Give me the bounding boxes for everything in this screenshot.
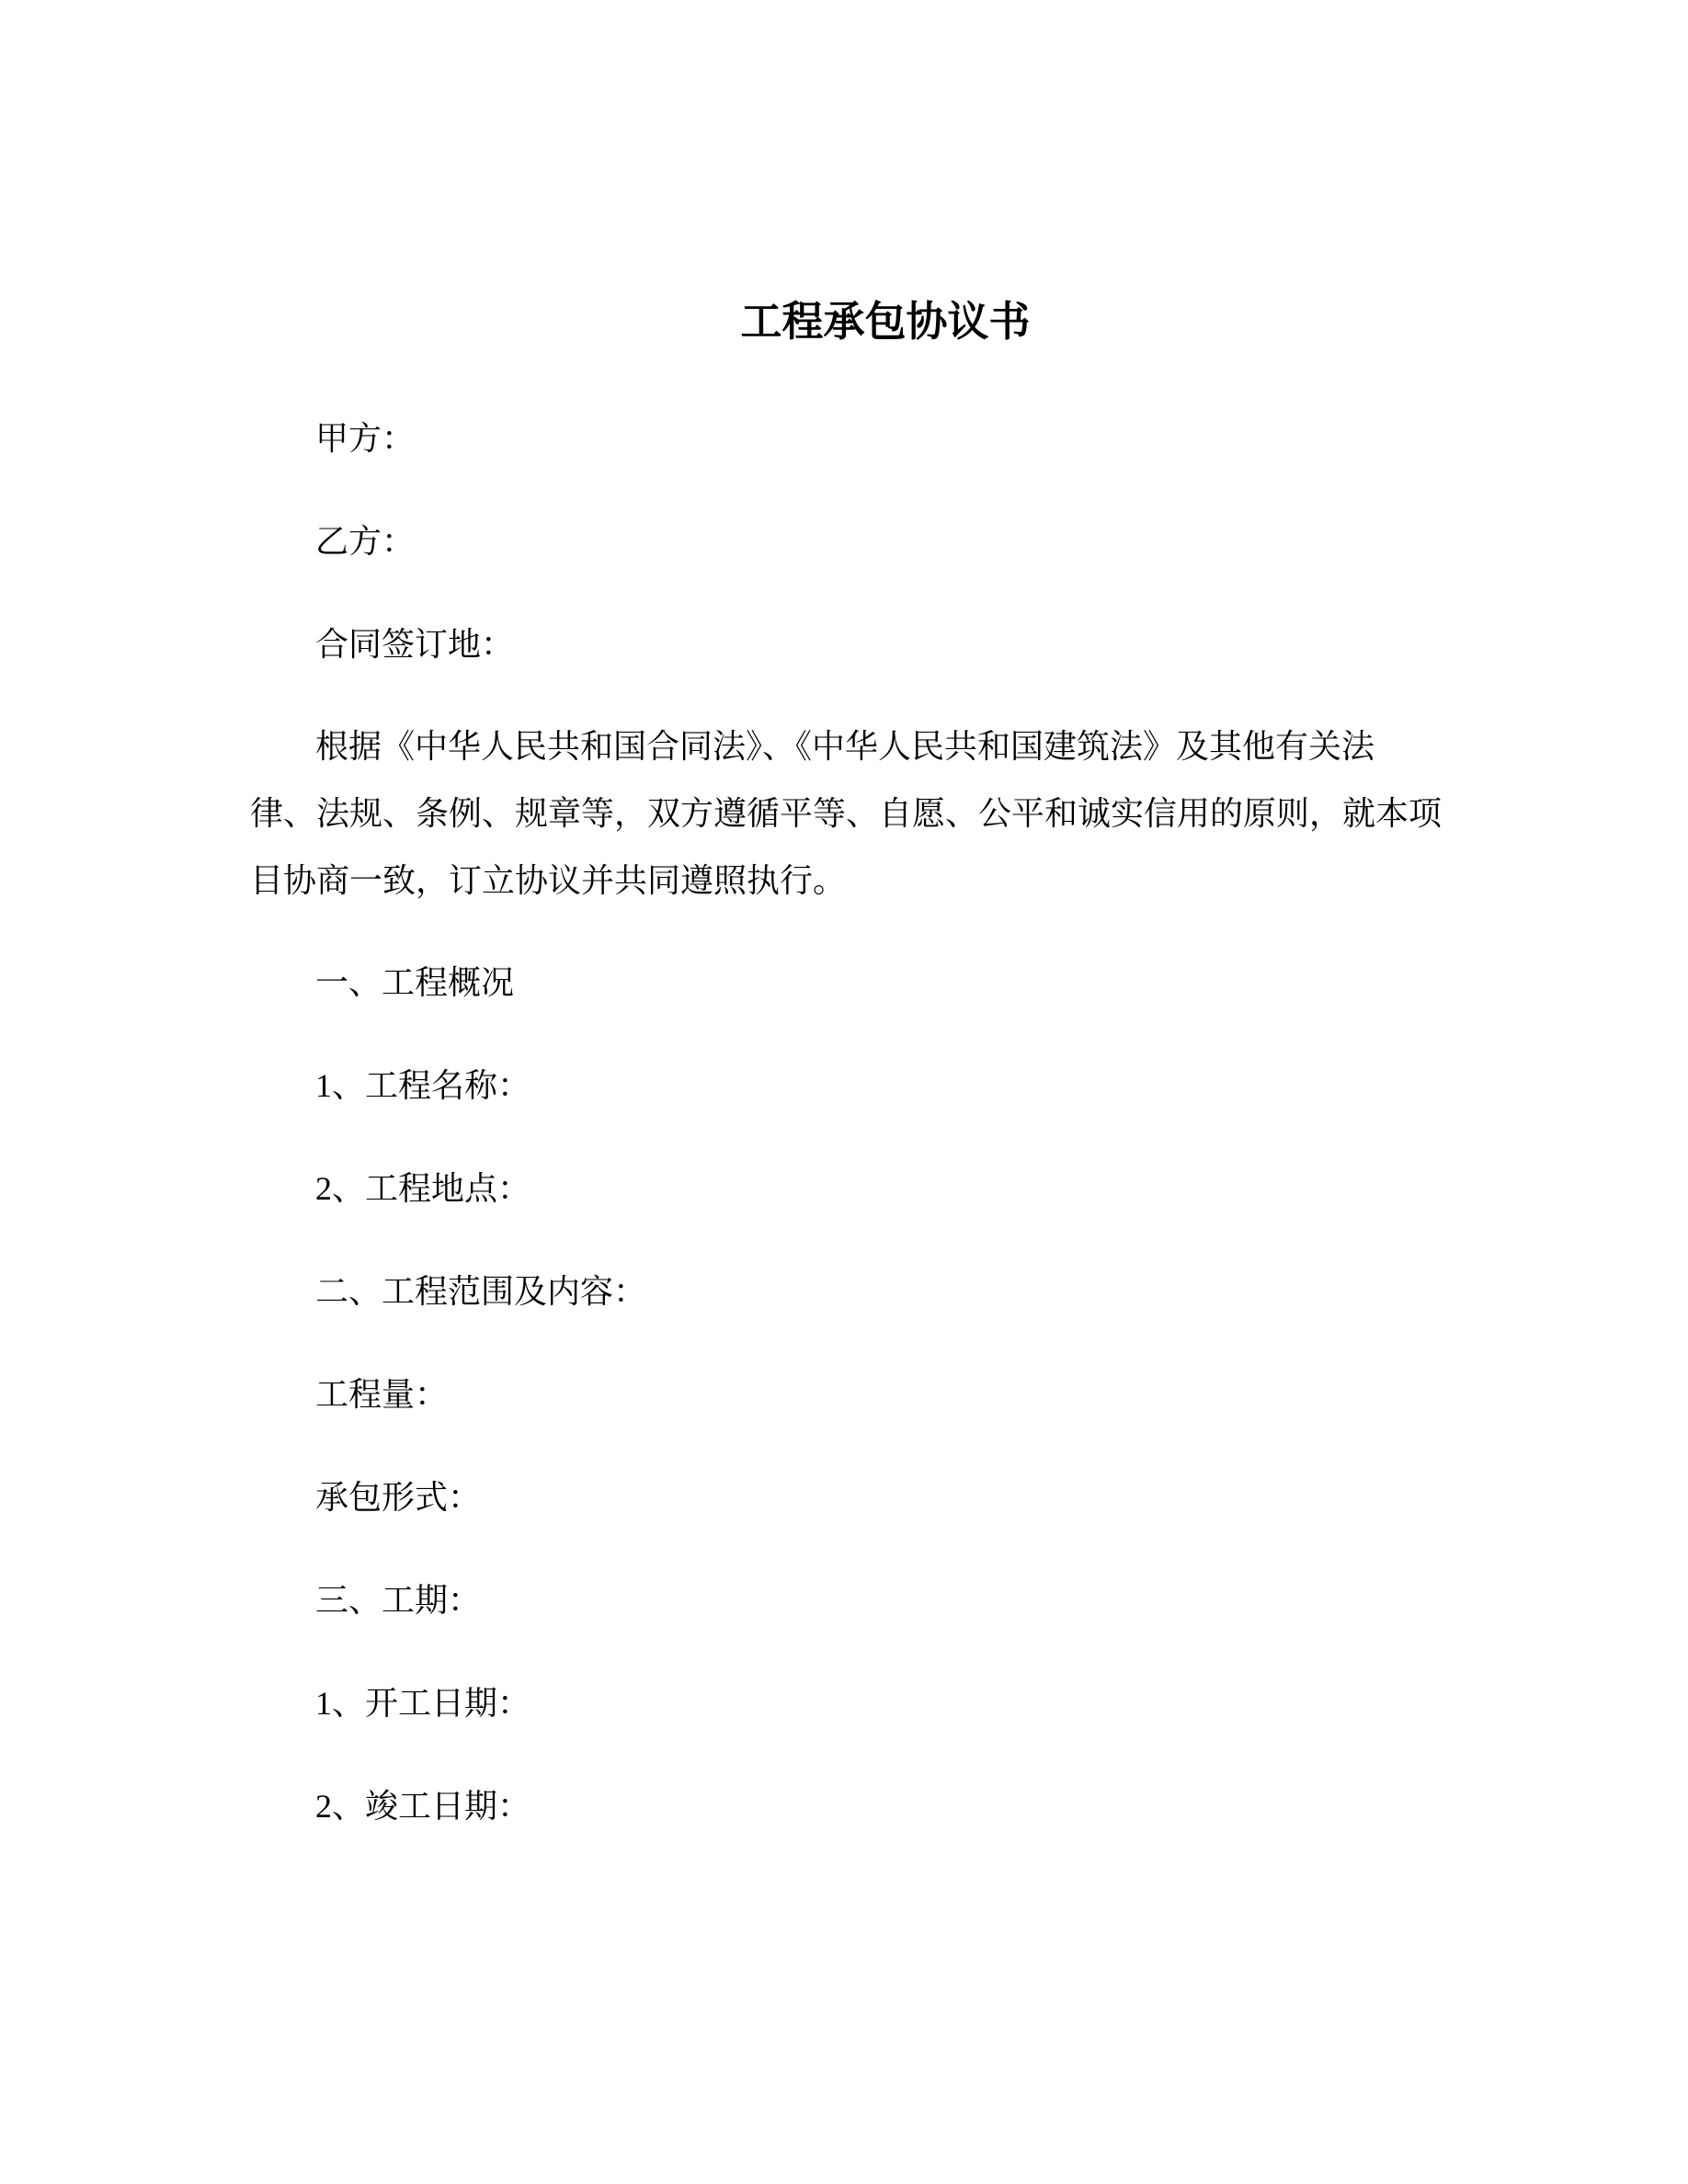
document-line: 工程量： xyxy=(315,1376,449,1413)
document-line: 乙方： xyxy=(315,523,416,560)
document-line: 目协商一致，订立协议并共同遵照执行。 xyxy=(250,862,847,899)
document-line: 2、工程地点： xyxy=(315,1170,531,1207)
document-line: 承包形式： xyxy=(315,1479,482,1516)
document-line: 甲方： xyxy=(315,420,416,457)
document-line: 律、法规、条例、规章等，双方遵循平等、自愿、公平和诚实信用的原则，就本项 xyxy=(250,795,1443,832)
document-line: 二、工程范围及内容： xyxy=(315,1273,647,1310)
document-line: 2、竣工日期： xyxy=(315,1788,531,1825)
document-line: 一、工程概况 xyxy=(315,964,515,1001)
document-line: 三、工期： xyxy=(315,1582,482,1619)
document-line: 根据《中华人民共和国合同法》、《中华人民共和国建筑法》及其他有关法 xyxy=(315,728,1375,765)
document-line: 1、开工日期： xyxy=(315,1685,531,1722)
document-line: 1、工程名称： xyxy=(315,1067,531,1104)
document-body xyxy=(250,404,1443,1841)
document-title: 工程承包协议书 xyxy=(740,299,1031,345)
document-line: 合同签订地： xyxy=(315,626,515,663)
